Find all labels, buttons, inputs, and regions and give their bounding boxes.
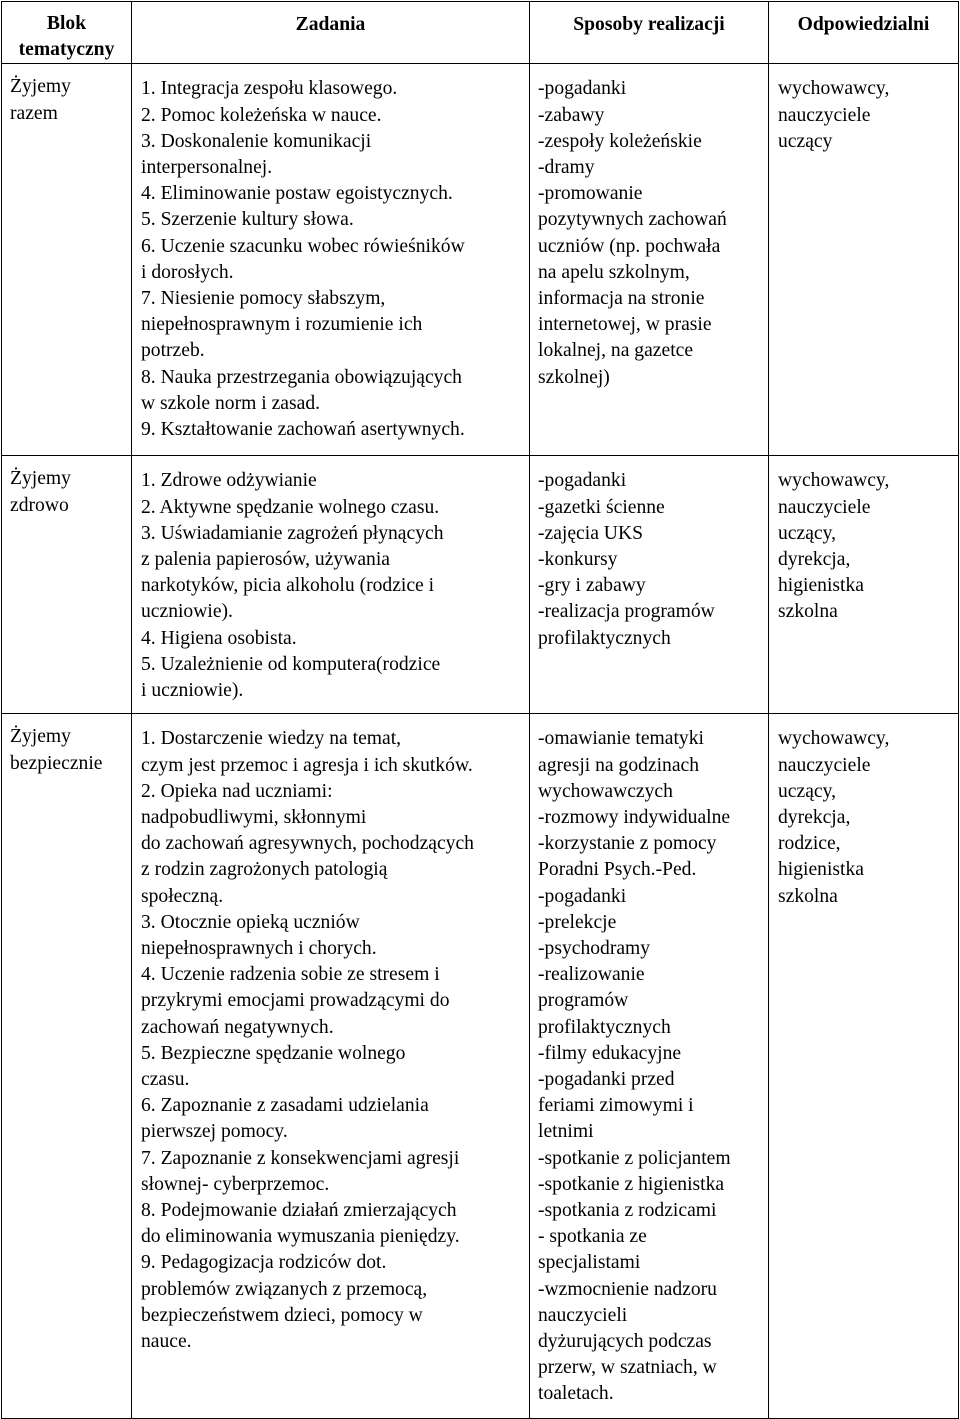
cell-line: społeczną. — [141, 885, 224, 907]
cell-line: przerw, w szatniach, w — [538, 1357, 717, 1379]
block-cell — [2, 456, 132, 714]
header-block — [2, 2, 132, 64]
cell-line: -omawianie tematyki — [538, 728, 704, 750]
cell-line: czasu. — [141, 1069, 190, 1091]
header-block-line: Blok — [46, 13, 87, 34]
block-cell — [2, 64, 132, 456]
cell-line: -promowanie — [538, 183, 643, 205]
cell-line: 2. Pomoc koleżeńska w nauce. — [141, 104, 382, 126]
cell-line: 7. Niesienie pomocy słabszym, — [141, 288, 386, 310]
cell-line: do zachowań agresywnych, pochodzących — [141, 833, 474, 855]
cell-line: Żyjemy — [10, 76, 71, 98]
cell-line: na apelu szkolnym, — [538, 261, 690, 283]
cell-line: uczący — [778, 130, 833, 152]
cell-line: -gazetki ścienne — [538, 496, 665, 518]
cell-line: 3. Doskonalenie komunikacji — [141, 130, 372, 152]
cell-line: -spotkania z rodzicami — [538, 1200, 717, 1222]
cell-line: -wzmocnienie nadzoru — [538, 1278, 717, 1300]
cell-line: 4. Higiena osobista. — [141, 627, 297, 649]
cell-line: feriami zimowymi i — [538, 1095, 694, 1117]
tasks-cell — [132, 456, 530, 714]
cell-line: 9. Kształtowanie zachowań asertywnych. — [141, 419, 465, 441]
cell-line: z palenia papierosów, używania — [141, 549, 390, 571]
cell-line: wychowawcy, — [778, 470, 890, 492]
methods-cell — [530, 456, 769, 714]
cell-line: -prelekcje — [538, 911, 617, 933]
table-row — [2, 64, 959, 456]
cell-line: -pogadanki przed — [538, 1069, 675, 1091]
cell-line: niepełnosprawnym i rozumienie ich — [141, 314, 423, 336]
cell-line: 6. Zapoznanie z zasadami udzielania — [141, 1095, 429, 1117]
methods-cell — [530, 64, 769, 456]
cell-line: 7. Zapoznanie z konsekwencjami agresji — [141, 1147, 460, 1169]
cell-line: 4. Eliminowanie postaw egoistycznych. — [141, 183, 453, 205]
cell-line: nadpobudliwymi, skłonnymi — [141, 807, 367, 829]
cell-line: do eliminowania wymuszania pieniędzy. — [141, 1226, 460, 1248]
cell-line: uczący, — [778, 522, 837, 544]
cell-line: 8. Podejmowanie działań zmierzających — [141, 1200, 457, 1222]
header-block-line: tematyczny — [18, 39, 115, 61]
cell-line: dyrekcja, — [778, 549, 851, 571]
cell-line: -pogadanki — [538, 470, 627, 492]
cell-line: 5. Szerzenie kultury słowa. — [141, 209, 354, 231]
cell-line: -zespoły koleżeńskie — [538, 130, 702, 152]
table-row — [2, 456, 959, 714]
responsible-cell — [769, 64, 959, 456]
cell-line: -dramy — [538, 157, 595, 179]
cell-line: 5. Uzależnienie od komputera(rodzice — [141, 653, 441, 675]
cell-line: lokalnej, na gazetce — [538, 340, 694, 362]
cell-line: uczący, — [778, 780, 837, 802]
cell-line: nauczycieli — [538, 1304, 628, 1326]
cell-line: letnimi — [538, 1121, 594, 1143]
tasks-cell — [132, 714, 530, 1419]
table-row — [2, 714, 959, 1419]
tasks-cell — [132, 64, 530, 456]
cell-line: potrzeb. — [141, 340, 205, 362]
cell-line: -spotkanie z policjantem — [538, 1147, 731, 1169]
cell-line: czym jest przemoc i agresja i ich skutków. — [141, 754, 473, 776]
cell-line: wychowawcy, — [778, 728, 890, 750]
cell-line: 2. Opieka nad uczniami: — [141, 780, 333, 802]
cell-line: i uczniowie). — [141, 680, 244, 702]
program-table — [1, 1, 959, 1419]
cell-line: toaletach. — [538, 1383, 614, 1405]
cell-line: 8. Nauka przestrzegania obowiązujących — [141, 366, 462, 388]
cell-line: -realizowanie — [538, 964, 645, 986]
header-tasks: Zadania — [132, 2, 530, 64]
cell-line: zdrowo — [10, 494, 69, 516]
cell-line: i dorosłych. — [141, 261, 234, 283]
cell-line: szkolnej) — [538, 366, 610, 388]
cell-line: informacja na stronie — [538, 288, 705, 310]
cell-line: zachowań negatywnych. — [141, 1016, 334, 1038]
cell-line: -pogadanki — [538, 78, 627, 100]
cell-line: 3. Otocznie opieką uczniów — [141, 911, 360, 933]
cell-line: -filmy edukacyjne — [538, 1042, 682, 1064]
header-responsible: Odpowiedzialni — [769, 2, 959, 64]
table-header-row — [2, 2, 959, 64]
cell-line: 1. Zdrowe odżywianie — [141, 470, 317, 492]
cell-line: profilaktycznych — [538, 627, 671, 649]
cell-line: 1. Integracja zespołu klasowego. — [141, 78, 398, 100]
header-methods: Sposoby realizacji — [530, 2, 769, 64]
cell-line: szkolna — [778, 885, 838, 907]
cell-line: szkolna — [778, 601, 838, 623]
cell-line: 2. Aktywne spędzanie wolnego czasu. — [141, 496, 440, 518]
cell-line: 1. Dostarczenie wiedzy na temat, — [141, 728, 402, 750]
responsible-cell — [769, 714, 959, 1419]
cell-line: 3. Uświadamianie zagrożeń płynących — [141, 522, 444, 544]
cell-line: nauczyciele — [778, 104, 871, 126]
cell-line: Poradni Psych.-Ped. — [538, 859, 697, 881]
cell-line: -psychodramy — [538, 938, 651, 960]
cell-line: -korzystanie z pomocy — [538, 833, 717, 855]
cell-line: -pogadanki — [538, 885, 627, 907]
cell-line: agresji na godzinach — [538, 754, 700, 776]
cell-line: wychowawczych — [538, 780, 673, 802]
responsible-cell — [769, 456, 959, 714]
cell-line: dyrekcja, — [778, 807, 851, 829]
cell-line: programów — [538, 990, 629, 1012]
cell-line: -rozmowy indywidualne — [538, 807, 731, 829]
cell-line: Żyjemy — [10, 726, 71, 748]
cell-line: pierwszej pomocy. — [141, 1121, 288, 1143]
cell-line: interpersonalnej. — [141, 157, 273, 179]
cell-line: pozytywnych zachowań — [538, 209, 727, 231]
cell-line: higienistka — [778, 859, 864, 881]
cell-line: przykrymi emocjami prowadzącymi do — [141, 990, 450, 1012]
cell-line: 4. Uczenie radzenia sobie ze stresem i — [141, 964, 440, 986]
cell-line: 5. Bezpieczne spędzanie wolnego — [141, 1042, 406, 1064]
cell-line: -konkursy — [538, 549, 618, 571]
methods-cell — [530, 714, 769, 1419]
cell-line: nauce. — [141, 1331, 192, 1353]
cell-line: bezpieczeństwem dzieci, pomocy w — [141, 1304, 423, 1326]
cell-line: specjalistami — [538, 1252, 641, 1274]
cell-line: razem — [10, 102, 58, 124]
cell-line: z rodzin zagrożonych patologią — [141, 859, 388, 881]
block-cell — [2, 714, 132, 1419]
cell-line: 9. Pedagogizacja rodziców dot. — [141, 1252, 387, 1274]
cell-line: -realizacja programów — [538, 601, 715, 623]
cell-line: bezpiecznie — [10, 752, 103, 774]
cell-line: nauczyciele — [778, 496, 871, 518]
cell-line: słownej- cyberprzemoc. — [141, 1173, 330, 1195]
cell-line: wychowawcy, — [778, 78, 890, 100]
cell-line: higienistka — [778, 575, 864, 597]
cell-line: internetowej, w prasie — [538, 314, 712, 336]
cell-line: narkotyków, picia alkoholu (rodzice i — [141, 575, 435, 597]
cell-line: uczniów (np. pochwała — [538, 235, 721, 257]
cell-line: - spotkania ze — [538, 1226, 647, 1248]
cell-line: 6. Uczenie szacunku wobec rówieśników — [141, 235, 465, 257]
cell-line: rodzice, — [778, 833, 841, 855]
cell-line: profilaktycznych — [538, 1016, 671, 1038]
cell-line: -zabawy — [538, 104, 605, 126]
cell-line: -spotkanie z higienistka — [538, 1173, 725, 1195]
cell-line: Żyjemy — [10, 468, 71, 490]
cell-line: problemów związanych z przemocą, — [141, 1278, 428, 1300]
cell-line: uczniowie). — [141, 601, 233, 623]
cell-line: dyżurujących podczas — [538, 1331, 712, 1353]
cell-line: niepełnosprawnych i chorych. — [141, 938, 377, 960]
cell-line: w szkole norm i zasad. — [141, 392, 321, 414]
cell-line: -zajęcia UKS — [538, 522, 643, 544]
cell-line: -gry i zabawy — [538, 575, 646, 597]
cell-line: nauczyciele — [778, 754, 871, 776]
